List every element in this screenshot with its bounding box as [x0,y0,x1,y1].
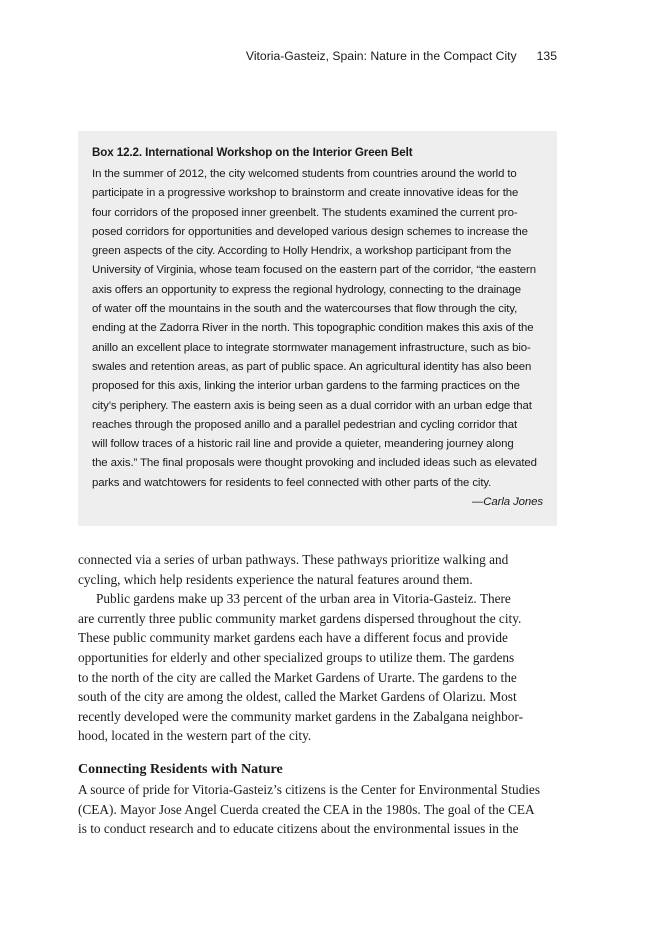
box-line: posed corridors for opportunities and developed various design schemes to increase the [92,225,528,238]
paragraph [78,780,557,839]
text-line: opportunities for elderly and other specialized groups to utilize them. The gardens [78,649,515,665]
text-line: (CEA). Mayor Jose Angel Cuerda created the CEA in the 1980s. The goal of the CEA [78,801,535,817]
text-line: are currently three public community market gardens dispersed throughout the city. [78,610,522,626]
text-line: to the north of the city are called the Market Gardens of Urarte. The gardens to the [78,669,517,685]
text-line: is to conduct research and to educate citizens about the environmental issues in the [78,821,519,837]
box-line: axis offers an opportunity to express the regional hydrology, connecting to the drainage [92,283,521,296]
text-line: recently developed were the community market gardens in the Zabalgana neighbor- [78,708,524,724]
box-line: proposed for this axis, linking the interior urban gardens to the farming practices on the [92,380,520,393]
box-body [92,165,543,493]
box-title: Box 12.2. International Workshop on the Interior Green Belt [92,146,413,159]
box-line: city’s periphery. The eastern axis is being seen as a dual corridor with an urban edge that [92,399,532,412]
section-heading: Connecting Residents with Nature [78,761,283,777]
box-line: anillo an excellent place to integrate stormwater management infrastructure, such as bio- [92,341,531,354]
text-line: connected via a series of urban pathways. These pathways prioritize walking and [78,552,509,567]
paragraph [78,550,557,589]
box-line: of water off the mountains in the south and the watercourses that flow through the city, [92,303,518,316]
page-number: 135 [536,49,557,63]
box-line: University of Virginia, whose team focused on the eastern part of the corridor, “the eastern [92,264,536,277]
box-line: parks and watchtowers for residents to feel connected with other parts of the city. [92,476,492,489]
text-line: These public community market gardens each have a different focus and provide [78,630,508,646]
running-header-title: Vitoria-Gasteiz, Spain: Nature in the Compact City [245,49,517,63]
box-line: will follow traces of a historic rail line and provide a quieter, meandering journey along [92,438,514,451]
box-line: ending at the Zadorra River in the north. This topographic condition makes this axis of the [92,322,534,335]
paragraph [78,589,557,746]
main-body [78,550,557,839]
box-line: In the summer of 2012, the city welcomed students from countries around the world to [92,168,517,180]
box-line: green aspects of the city. According to Holly Hendrix, a workshop participant from the [92,245,512,258]
text-line: cycling, which help residents experience the natural features around them. [78,571,473,587]
box-line: swales and retention areas, as part of public space. An agricultural identity has also been [92,360,532,373]
running-header [78,48,557,64]
box-line: the axis.” The final proposals were thought provoking and included ideas such as elevated [92,457,537,470]
box-attribution: —Carla Jones [472,496,543,509]
text-line: hood, located in the western part of the city. [78,728,312,744]
text-line: Public gardens make up 33 percent of the urban area in Vitoria-Gasteiz. There [96,591,511,607]
box-line: four corridors of the proposed inner greenbelt. The students examined the current pro- [92,206,518,219]
box-line: participate in a progressive workshop to brainstorm and create innovative ideas for the [92,187,519,200]
text-line: south of the city are among the oldest, called the Market Gardens of Olarizu. Most [78,689,517,705]
text-line: A source of pride for Vitoria-Gasteiz’s citizens is the Center for Environmental Studies [78,781,541,797]
sidebar-box [78,131,557,526]
box-line: reaches through the proposed anillo and a parallel pedestrian and cycling corridor that [92,418,518,431]
